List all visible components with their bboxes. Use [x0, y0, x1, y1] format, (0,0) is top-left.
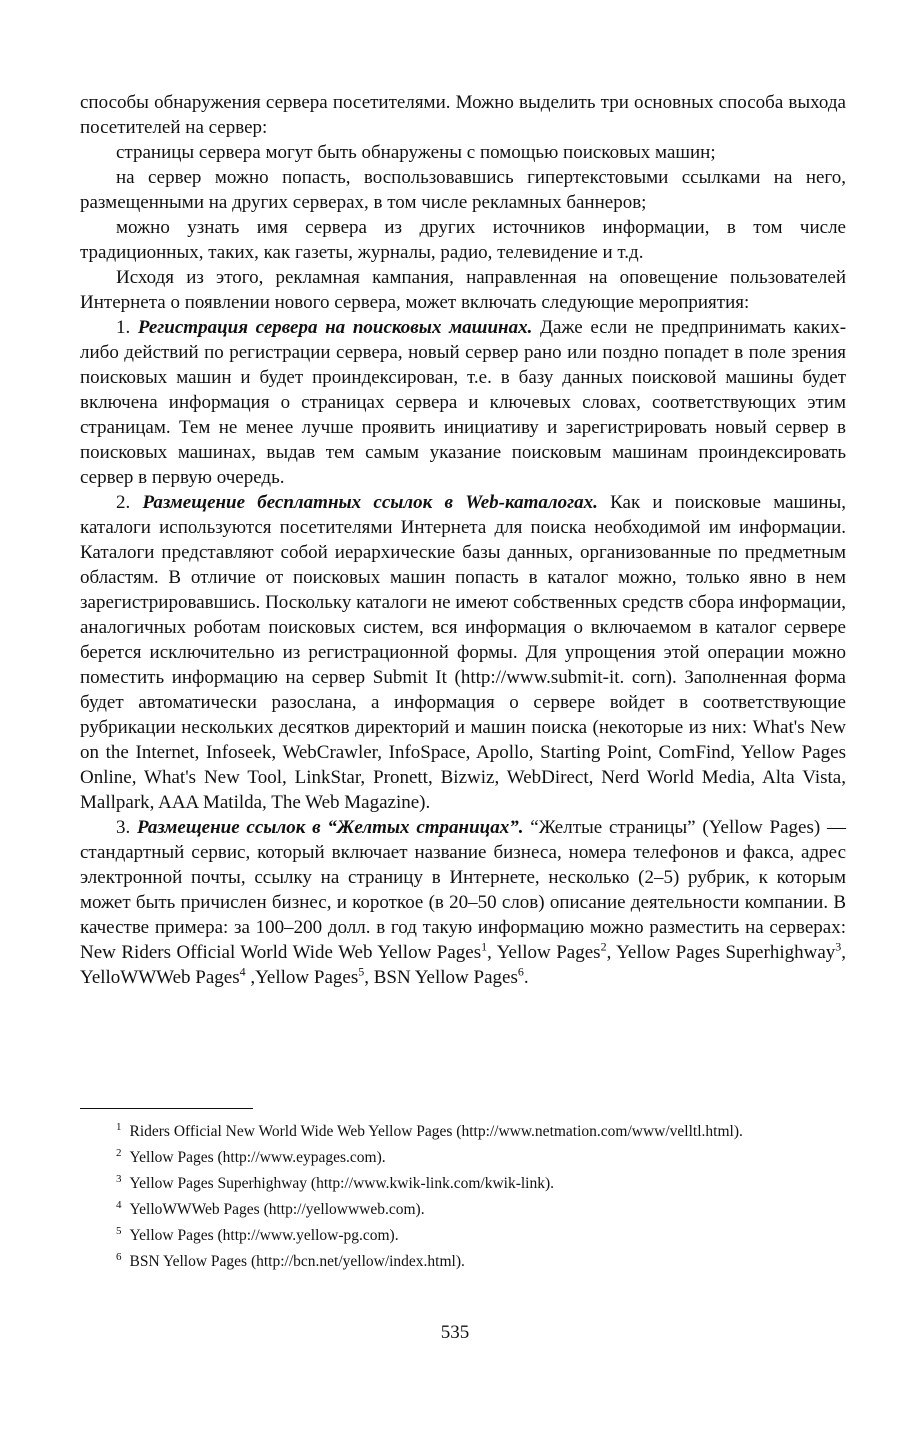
footnote-ref[interactable]: 1: [481, 939, 488, 954]
list-item-2: [80, 490, 846, 815]
footnote-text: YelloWWWeb Pages (http://yellowwweb.com).: [129, 1201, 425, 1218]
footnote-text: Yellow Pages (http://www.eypages.com).: [129, 1149, 386, 1166]
footnote-ref[interactable]: 2: [600, 939, 607, 954]
item-term: Размещение ссылок в “Желтых страницах”.: [137, 817, 524, 838]
item-text: , YelloWWWeb Pages: [80, 942, 846, 988]
paragraph-1: способы обнаружения сервера посетителями. Можно выделить три основных способа выхода посетителей на сервер:: [80, 92, 846, 138]
footnote-3: [80, 1174, 846, 1194]
paragraph-5: Исходя из этого, рекламная кампания, направленная на оповещение пользователей Интернета о появлении нового сервера, может включать следующие мероприятия:: [80, 267, 846, 313]
footnote-ref[interactable]: 4: [239, 964, 246, 979]
footnote-text: Yellow Pages (http://www.yellow-pg.com).: [129, 1227, 399, 1244]
page-number: 535: [440, 1322, 470, 1343]
footnote-ref[interactable]: 3: [835, 939, 842, 954]
footnote-1: [80, 1122, 846, 1142]
footnote-text: Yellow Pages Superhighway (http://www.kwik-link.com/kwik-link).: [129, 1175, 555, 1192]
footnote-6: [80, 1252, 846, 1272]
footnote-text: Riders Official New World Wide Web Yellow Pages (http://www.netmation.com/www/velltl.html).: [129, 1123, 743, 1140]
footnote-2: [80, 1148, 846, 1168]
paragraph-2: страницы сервера могут быть обнаружены с помощью поисковых машин;: [116, 142, 716, 163]
item-number: 2.: [116, 492, 131, 513]
footnotes: [80, 1122, 846, 1278]
item-text: , Yellow Pages Superhighway: [606, 942, 836, 963]
item-text: Как и поисковые машины, каталоги используются посетителями Интернета для поиска необходимой им информации. Каталоги представляют собой иерархические базы данных, организованные по предметным областям. В отличие от поисковых машин попасть в каталог можно, только явно в нем зарегистрировавшись. Поскольку каталоги не имеют собственных средств сбора информации, аналогичных роботам поисковых систем, вся информация о включаемом в каталог сервере берется исключительно из регистрационной формы. Для упрощения этой операции можно поместить информацию на сервер Submit It (http://www.submit-it. corn). Заполненная форма будет автоматически разослана, а информация о сервере войдет в соответствующие рубрикации нескольких десятков директорий и машин поиска (некоторые из них: What's New on the Internet, Infoseek, WebCrawler, InfoSpace, Apollo, Starting Point, ComFind, Yellow Pages Online, What's New Tool, LinkStar, Pronett, Bizwiz, WebDirect, Nerd World Media, Alta Vista, Mallpark, AAA Matilda, The Web Magazine).: [80, 492, 847, 813]
footnote-4: [80, 1200, 846, 1220]
item-text: ,Yellow Pages: [245, 967, 359, 988]
list-item-1: [80, 315, 846, 490]
footnote-divider: [80, 1108, 253, 1109]
footnote-ref[interactable]: 5: [358, 964, 365, 979]
item-text: “Желтые страницы” (Yellow Pages) — стандартный сервис, который включает название бизнеса, номера телефонов и факса, адрес электронной почты, ссылку на страницу в Интернете, несколько (2–5) рубрик, к которым может быть причислен бизнес, и короткое (в 20–50 слов) описание деятельности компании. В качестве примера: за 100–200 долл. в год такую информацию можно разместить на серверах: New Riders Official World Wide Web Yellow Pages: [80, 817, 846, 963]
footnote-5: [80, 1226, 846, 1246]
paragraph-3: на сервер можно попасть, воспользовавшись гипертекстовыми ссылками на него, размещенными на других серверах, в том числе рекламных баннеров;: [80, 167, 846, 213]
item-text: Даже если не предпринимать каких-либо действий по регистрации сервера, новый сервер рано или поздно попадет в поле зрения поисковых машин и будет проиндексирован, т.е. в базу данных поисковой машины будет включена информация о страницах сервера и ключевых словах, соответствующих этим страницам. Тем не менее лучше проявить инициативу и зарегистрировать новый сервер в поисковых машинах, выдав тем самым указание поисковым машинам проиндексировать сервер в первую очередь.: [80, 317, 847, 488]
item-text: , Yellow Pages: [487, 942, 601, 963]
list-item-3: [80, 815, 846, 990]
footnote-number: 2: [116, 1146, 122, 1159]
page-body: [80, 90, 846, 990]
footnote-number: 4: [116, 1198, 122, 1211]
footnote-number: 6: [116, 1250, 122, 1263]
paragraph-4: можно узнать имя сервера из других источников информации, в том числе традиционных, таких, как газеты, журналы, радио, телевидение и т.д.: [80, 217, 846, 263]
footnote-text: BSN Yellow Pages (http://bcn.net/yellow/index.html).: [129, 1253, 465, 1270]
item-term: Регистрация сервера на поисковых машинах.: [137, 317, 533, 338]
footnote-number: 5: [116, 1224, 122, 1237]
footnote-ref[interactable]: 6: [517, 964, 524, 979]
item-number: 1.: [116, 317, 131, 338]
item-term: Размещение бесплатных ссылок в Web-каталогах.: [142, 492, 598, 513]
item-text: , BSN Yellow Pages: [364, 967, 518, 988]
item-text: .: [523, 967, 529, 988]
footnote-number: 1: [116, 1120, 122, 1133]
footnote-number: 3: [116, 1172, 122, 1185]
item-number: 3.: [116, 817, 131, 838]
